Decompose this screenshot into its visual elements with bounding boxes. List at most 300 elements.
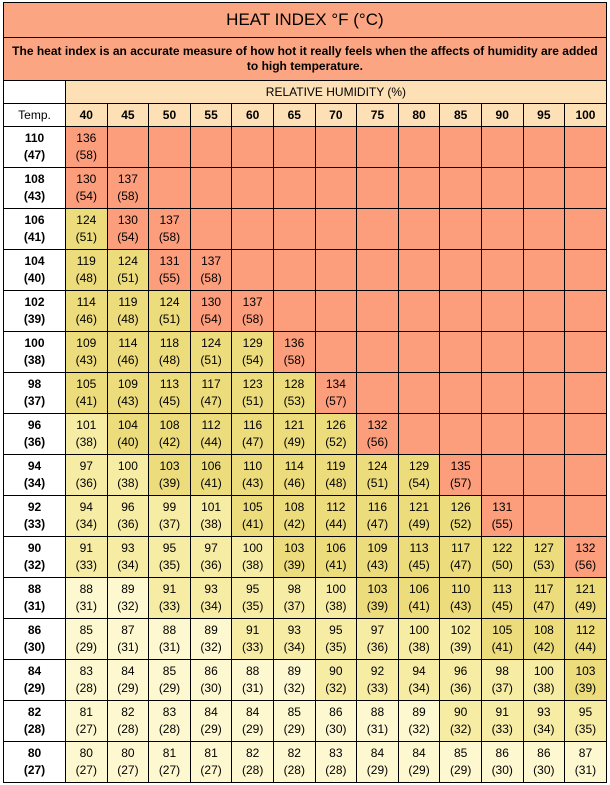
heat-index-c: (51) (200, 353, 222, 367)
heat-index-f: 98 (495, 664, 509, 678)
heat-index-c: (39) (283, 558, 305, 572)
heat-index-cell (190, 742, 232, 783)
empty-cell (565, 250, 607, 291)
heat-index-c: (58) (242, 312, 264, 326)
heat-index-f: 82 (245, 746, 260, 760)
heat-index-f: 112 (201, 418, 221, 432)
empty-cell (357, 209, 399, 250)
heat-index-cell (107, 578, 149, 619)
empty-cell (190, 127, 232, 168)
heat-index-c: (57) (325, 394, 347, 408)
heat-index-f: 97 (79, 459, 93, 473)
empty-cell (398, 168, 440, 209)
heat-index-f: 91 (495, 705, 509, 719)
heat-index-cell (66, 537, 108, 578)
heat-index-cell (190, 578, 232, 619)
empty-cell (357, 127, 399, 168)
temp-celsius: (38) (23, 353, 46, 367)
heat-index-f: 108 (533, 623, 554, 637)
heat-index-f: 105 (76, 377, 97, 391)
heat-index-cell (315, 578, 357, 619)
temp-celsius: (29) (23, 681, 46, 695)
heat-index-c: (49) (283, 435, 305, 449)
temp-celsius: (27) (23, 763, 46, 777)
heat-index-cell (398, 455, 440, 496)
humidity-header: 90 (481, 104, 523, 127)
heat-index-c: (55) (491, 517, 513, 531)
heat-index-f: 101 (76, 418, 97, 432)
heat-index-f: 95 (162, 541, 177, 555)
heat-index-cell (66, 373, 108, 414)
heat-index-cell (107, 414, 149, 455)
empty-cell (440, 209, 482, 250)
heat-index-f: 93 (537, 705, 551, 719)
empty-cell (232, 209, 274, 250)
heat-index-f: 82 (121, 705, 135, 719)
heat-index-c: (56) (574, 558, 597, 572)
heat-index-c: (29) (449, 763, 472, 777)
heat-index-c: (48) (158, 353, 181, 367)
heat-index-f: 96 (121, 500, 135, 514)
table-row (4, 496, 607, 537)
heat-index-f: 96 (453, 664, 468, 678)
heat-index-f: 95 (578, 705, 593, 719)
heat-index-chart (3, 2, 606, 783)
heat-index-c: (54) (408, 476, 430, 490)
heat-index-f: 110 (243, 459, 263, 473)
heat-index-cell (149, 701, 191, 742)
empty-cell (565, 414, 607, 455)
heat-index-f: 124 (201, 336, 222, 350)
humidity-header: 85 (440, 104, 482, 127)
heat-index-f: 137 (242, 295, 263, 309)
heat-index-c: (36) (117, 517, 139, 531)
heat-index-cell (190, 455, 232, 496)
humidity-header: 80 (398, 104, 440, 127)
humidity-header: 75 (357, 104, 399, 127)
heat-index-f: 129 (242, 336, 263, 350)
table-row (4, 742, 607, 783)
heat-index-cell (273, 332, 315, 373)
heat-index-f: 132 (367, 418, 388, 432)
empty-cell (523, 250, 565, 291)
heat-index-cell (107, 660, 149, 701)
heat-index-cell (232, 455, 274, 496)
temp-row-header (4, 742, 66, 783)
heat-index-f: 118 (159, 336, 180, 350)
table-row (4, 455, 607, 496)
heat-index-c: (31) (158, 640, 181, 654)
heat-index-c: (45) (408, 558, 430, 572)
temp-fahrenheit: 82 (27, 705, 42, 719)
temp-celsius: (36) (23, 435, 46, 449)
temp-celsius: (40) (23, 271, 46, 285)
empty-cell (523, 168, 565, 209)
heat-index-cell (273, 660, 315, 701)
heat-index-cell (523, 578, 565, 619)
heat-index-f: 109 (367, 541, 388, 555)
empty-cell (273, 209, 315, 250)
temp-celsius: (41) (23, 230, 46, 244)
heat-index-c: (34) (408, 681, 430, 695)
empty-cell (315, 332, 357, 373)
empty-cell (273, 291, 315, 332)
heat-index-cell (481, 537, 523, 578)
heat-index-cell (107, 250, 149, 291)
empty-cell (315, 291, 357, 332)
heat-index-cell (66, 496, 108, 537)
heat-index-f: 87 (578, 746, 593, 760)
heat-index-c: (36) (200, 558, 222, 572)
heat-index-f: 80 (121, 746, 135, 760)
heat-index-cell (357, 455, 399, 496)
heat-index-cell (357, 701, 399, 742)
heat-index-f: 117 (534, 582, 554, 596)
heat-index-c: (48) (325, 476, 347, 490)
heat-index-c: (29) (408, 763, 430, 777)
heat-index-f: 117 (451, 541, 471, 555)
heat-index-cell (315, 701, 357, 742)
heat-index-c: (28) (117, 722, 139, 736)
temp-fahrenheit: 94 (27, 459, 42, 473)
heat-index-cell (107, 291, 149, 332)
heat-index-cell (232, 537, 274, 578)
heat-index-cell (107, 496, 149, 537)
heat-index-f: 122 (492, 541, 513, 555)
heat-index-c: (46) (283, 476, 305, 490)
temp-celsius: (30) (23, 640, 46, 654)
table-row (4, 619, 607, 660)
heat-index-c: (32) (449, 722, 472, 736)
table-row (4, 537, 607, 578)
heat-index-c: (29) (200, 722, 222, 736)
heat-index-f: 132 (575, 541, 596, 555)
heat-index-f: 93 (204, 582, 218, 596)
heat-index-c: (48) (75, 271, 97, 285)
heat-index-c: (44) (325, 517, 347, 531)
heat-index-c: (42) (158, 435, 181, 449)
heat-index-c: (30) (533, 763, 555, 777)
heat-index-c: (37) (158, 517, 181, 531)
empty-cell (149, 127, 191, 168)
heat-index-f: 84 (204, 705, 218, 719)
heat-index-cell (523, 742, 565, 783)
heat-index-c: (30) (200, 681, 222, 695)
heat-index-c: (46) (117, 353, 139, 367)
heat-index-f: 114 (118, 336, 138, 350)
temp-axis-label: Temp. (4, 104, 66, 127)
heat-index-cell (565, 660, 607, 701)
temp-row-header (4, 660, 66, 701)
heat-index-c: (32) (117, 599, 139, 613)
heat-index-cell (481, 619, 523, 660)
heat-index-cell (66, 127, 108, 168)
heat-index-c: (38) (325, 599, 347, 613)
heat-index-cell (357, 537, 399, 578)
temp-fahrenheit: 86 (27, 623, 42, 637)
empty-cell (357, 291, 399, 332)
heat-index-cell (232, 701, 274, 742)
heat-index-f: 103 (575, 664, 596, 678)
heat-index-c: (43) (449, 599, 472, 613)
heat-index-cell (190, 373, 232, 414)
empty-cell (565, 127, 607, 168)
heat-index-cell (190, 250, 232, 291)
temp-row-header (4, 250, 66, 291)
table-row (4, 373, 607, 414)
heat-index-cell (66, 742, 108, 783)
heat-index-c: (47) (449, 558, 472, 572)
temp-row-header (4, 332, 66, 373)
heat-index-c: (36) (75, 476, 97, 490)
heat-index-f: 119 (76, 254, 96, 268)
heat-index-table (3, 2, 607, 783)
heat-index-cell (315, 414, 357, 455)
heat-index-c: (38) (200, 517, 222, 531)
empty-cell (315, 127, 357, 168)
empty-cell (565, 455, 607, 496)
empty-cell (398, 332, 440, 373)
heat-index-c: (41) (408, 599, 430, 613)
heat-index-f: 83 (329, 746, 343, 760)
heat-index-f: 85 (79, 623, 93, 637)
heat-index-c: (32) (325, 681, 347, 695)
empty-cell (190, 168, 232, 209)
heat-index-cell (149, 291, 191, 332)
heat-index-cell (315, 373, 357, 414)
heat-index-c: (28) (158, 722, 181, 736)
heat-index-cell (66, 168, 108, 209)
heat-index-cell (315, 455, 357, 496)
empty-cell (481, 291, 523, 332)
empty-cell (481, 414, 523, 455)
temp-row-header (4, 168, 66, 209)
heat-index-cell (66, 332, 108, 373)
humidity-header: 55 (190, 104, 232, 127)
heat-index-cell (66, 414, 108, 455)
heat-index-cell (232, 373, 274, 414)
heat-index-c: (51) (117, 271, 139, 285)
heat-index-cell (523, 619, 565, 660)
temp-fahrenheit: 96 (27, 418, 42, 432)
empty-cell (565, 168, 607, 209)
heat-index-f: 104 (117, 418, 138, 432)
heat-index-cell (273, 496, 315, 537)
heat-index-cell (481, 660, 523, 701)
temp-fahrenheit: 106 (24, 213, 45, 227)
heat-index-c: (44) (200, 435, 222, 449)
heat-index-cell (190, 701, 232, 742)
heat-index-f: 124 (159, 295, 180, 309)
heat-index-cell (107, 168, 149, 209)
heat-index-f: 88 (245, 664, 260, 678)
empty-cell (481, 209, 523, 250)
heat-index-c: (49) (408, 517, 430, 531)
heat-index-f: 108 (284, 500, 305, 514)
heat-index-c: (43) (366, 558, 389, 572)
heat-index-c: (32) (408, 722, 430, 736)
heat-index-f: 83 (79, 664, 93, 678)
heat-index-cell (357, 619, 399, 660)
heat-index-cell (440, 701, 482, 742)
heat-index-cell (273, 414, 315, 455)
heat-index-c: (32) (200, 640, 222, 654)
heat-index-c: (41) (491, 640, 513, 654)
heat-index-c: (35) (242, 599, 264, 613)
empty-cell (315, 209, 357, 250)
heat-index-c: (45) (158, 394, 181, 408)
heat-index-cell (190, 537, 232, 578)
heat-index-c: (44) (574, 640, 597, 654)
heat-index-f: 87 (121, 623, 135, 637)
empty-cell (440, 168, 482, 209)
heat-index-f: 84 (121, 664, 135, 678)
heat-index-c: (29) (283, 722, 305, 736)
heat-index-c: (49) (574, 599, 597, 613)
heat-index-c: (43) (242, 476, 264, 490)
heat-index-f: 113 (409, 541, 429, 555)
heat-index-cell (66, 578, 108, 619)
heat-index-cell (190, 660, 232, 701)
empty-cell (565, 332, 607, 373)
heat-index-f: 126 (325, 418, 346, 432)
temp-celsius: (33) (23, 517, 46, 531)
heat-index-cell (107, 373, 149, 414)
chart-description: The heat index is an accurate measure of how hot it really feels when the affects of humidity are added to high temperature. (4, 38, 607, 81)
heat-index-cell (440, 496, 482, 537)
heat-index-c: (54) (200, 312, 222, 326)
heat-index-f: 91 (245, 623, 260, 637)
heat-index-f: 124 (76, 213, 97, 227)
empty-cell (357, 332, 399, 373)
humidity-header: 40 (66, 104, 108, 127)
heat-index-cell (190, 414, 232, 455)
heat-index-c: (27) (75, 763, 97, 777)
heat-index-cell (66, 250, 108, 291)
temp-fahrenheit: 80 (27, 746, 42, 760)
heat-index-c: (38) (117, 476, 139, 490)
heat-index-f: 117 (201, 377, 221, 391)
heat-index-c: (58) (117, 189, 139, 203)
heat-index-c: (34) (200, 599, 222, 613)
heat-index-c: (31) (242, 681, 264, 695)
heat-index-c: (57) (449, 476, 472, 490)
heat-index-c: (36) (449, 681, 472, 695)
heat-index-cell (523, 660, 565, 701)
temp-celsius: (34) (23, 476, 46, 490)
heat-index-c: (54) (75, 189, 97, 203)
heat-index-f: 121 (409, 500, 430, 514)
temp-row-header (4, 373, 66, 414)
heat-index-cell (315, 537, 357, 578)
heat-index-cell (273, 701, 315, 742)
heat-index-cell (107, 209, 149, 250)
heat-index-cell (315, 742, 357, 783)
heat-index-c: (52) (449, 517, 472, 531)
heat-index-f: 80 (79, 746, 93, 760)
heat-index-f: 121 (575, 582, 596, 596)
empty-cell (315, 250, 357, 291)
heat-index-c: (29) (366, 763, 389, 777)
empty-cell (107, 127, 149, 168)
table-row (4, 578, 607, 619)
heat-index-cell (315, 619, 357, 660)
heat-index-c: (31) (366, 722, 389, 736)
table-row (4, 250, 607, 291)
temp-celsius: (32) (23, 558, 46, 572)
heat-index-cell (565, 578, 607, 619)
heat-index-c: (35) (325, 640, 347, 654)
temp-row-header (4, 496, 66, 537)
heat-index-c: (47) (200, 394, 222, 408)
heat-index-f: 97 (204, 541, 218, 555)
heat-index-c: (41) (200, 476, 222, 490)
temp-row-header (4, 291, 66, 332)
heat-index-cell (565, 701, 607, 742)
heat-index-c: (53) (283, 394, 305, 408)
empty-cell (523, 496, 565, 537)
empty-cell (398, 291, 440, 332)
heat-index-f: 112 (326, 500, 346, 514)
title-row (4, 3, 607, 38)
heat-index-f: 109 (117, 377, 138, 391)
heat-index-f: 130 (117, 213, 138, 227)
heat-index-f: 82 (287, 746, 301, 760)
heat-index-c: (34) (283, 640, 305, 654)
heat-index-c: (47) (242, 435, 264, 449)
empty-cell (440, 373, 482, 414)
heat-index-cell (440, 619, 482, 660)
humidity-header: 60 (232, 104, 274, 127)
empty-cell (523, 414, 565, 455)
empty-cell (481, 455, 523, 496)
heat-index-cell (398, 660, 440, 701)
empty-cell (232, 127, 274, 168)
heat-index-c: (54) (242, 353, 264, 367)
humidity-header: 65 (273, 104, 315, 127)
heat-index-f: 103 (367, 582, 388, 596)
heat-index-f: 100 (242, 541, 263, 555)
heat-index-f: 81 (79, 705, 93, 719)
heat-index-f: 84 (245, 705, 260, 719)
heat-index-cell (398, 701, 440, 742)
heat-index-f: 81 (162, 746, 177, 760)
empty-cell (481, 373, 523, 414)
heat-index-f: 103 (159, 459, 180, 473)
heat-index-cell (565, 537, 607, 578)
heat-index-f: 94 (412, 664, 426, 678)
empty-cell (398, 414, 440, 455)
temp-fahrenheit: 98 (27, 377, 42, 391)
heat-index-f: 95 (245, 582, 260, 596)
heat-index-c: (53) (533, 558, 555, 572)
heat-index-cell (440, 455, 482, 496)
heat-index-f: 136 (284, 336, 305, 350)
heat-index-f: 90 (329, 664, 343, 678)
heat-index-f: 110 (451, 582, 471, 596)
heat-index-f: 92 (370, 664, 385, 678)
heat-index-f: 101 (201, 500, 222, 514)
heat-index-cell (481, 578, 523, 619)
empty-cell (523, 455, 565, 496)
heat-index-cell (398, 742, 440, 783)
empty-cell (523, 291, 565, 332)
heat-index-cell (481, 742, 523, 783)
heat-index-cell (398, 578, 440, 619)
heat-index-f: 137 (159, 213, 180, 227)
temp-celsius: (43) (23, 189, 46, 203)
heat-index-cell (149, 455, 191, 496)
